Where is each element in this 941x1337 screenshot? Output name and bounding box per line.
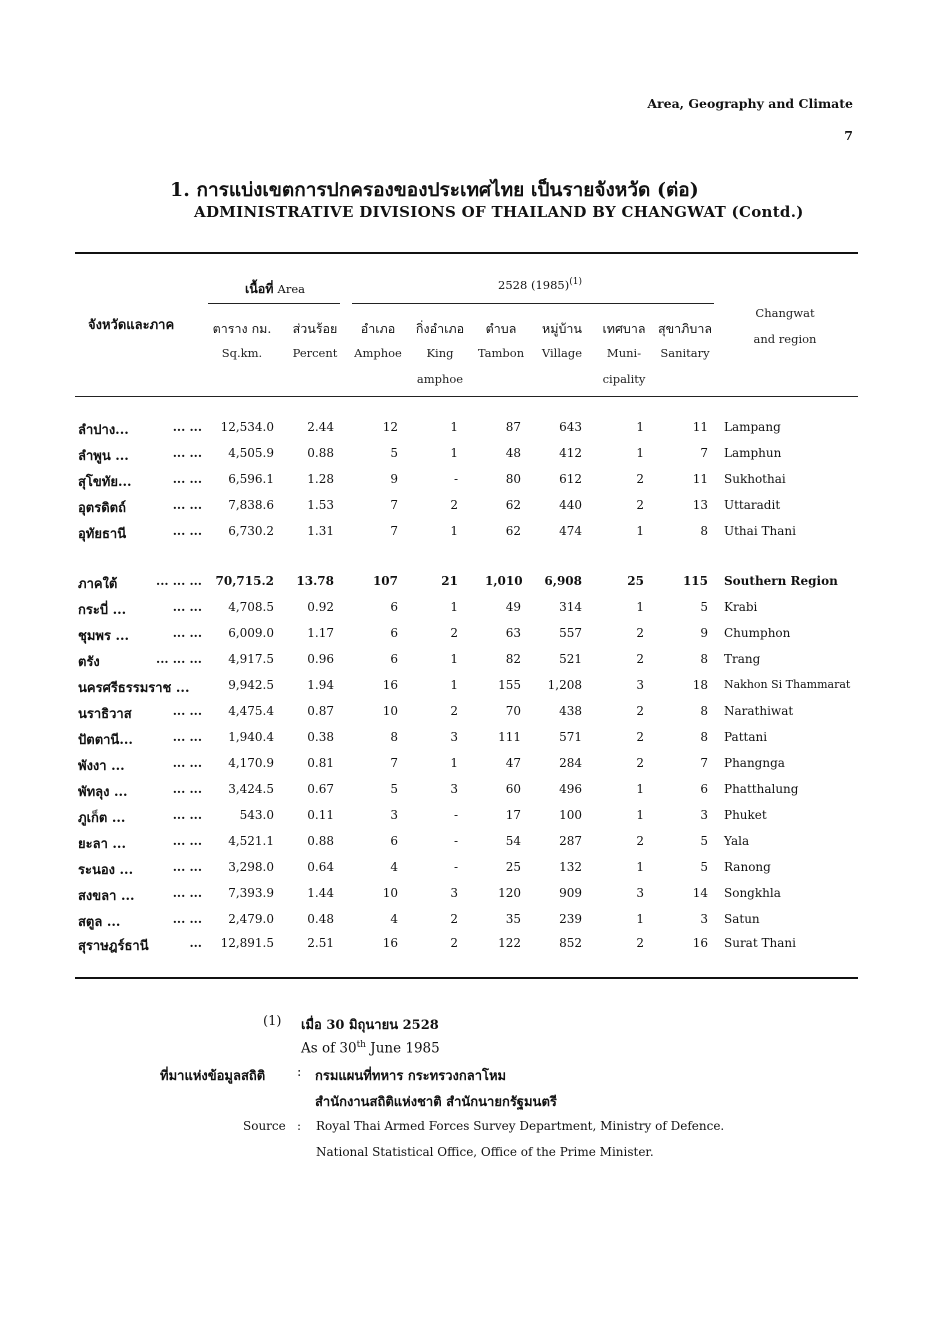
- cell-area: 543.0: [239, 808, 274, 822]
- cell-tambon: 82: [505, 652, 521, 666]
- cell-leader-dots: ... ...: [172, 782, 202, 796]
- header-area-group-english: Area: [277, 282, 306, 296]
- cell-tambon: 87: [505, 420, 521, 434]
- cell-leader-dots: ... ...: [172, 626, 202, 640]
- cell-tambon: 120: [498, 886, 521, 900]
- cell-sanitary: 115: [682, 574, 708, 588]
- cell-area: 9,942.5: [228, 678, 274, 692]
- cell-changwat-english: Nakhon Si Thammarat: [724, 678, 851, 691]
- header-municipality-thai: เทศบาล: [602, 321, 646, 336]
- header-municipality-english-2: cipality: [602, 372, 646, 386]
- cell-king: 1: [450, 600, 458, 614]
- cell-area: 6,596.1: [228, 472, 274, 486]
- cell-village: 314: [559, 600, 582, 614]
- cell-sanitary: 14: [692, 886, 708, 900]
- cell-king: -: [453, 472, 458, 486]
- header-tambon-thai: ตำบล: [485, 321, 517, 336]
- cell-changwat-thai: สุโขทัย...: [78, 475, 132, 490]
- footnote-marker: (1): [263, 1014, 282, 1029]
- cell-changwat-thai: ลำพูน ...: [78, 449, 129, 464]
- cell-sanitary: 16: [692, 936, 708, 950]
- cell-muni: 2: [636, 834, 644, 848]
- cell-muni: 2: [636, 936, 644, 950]
- cell-village: 643: [559, 420, 582, 434]
- cell-leader-dots: ... ... ...: [156, 652, 202, 666]
- cell-changwat-english: Uttaradit: [724, 498, 781, 512]
- cell-changwat-english: Lampang: [724, 420, 781, 434]
- footnote-english-sup: th: [356, 1040, 366, 1050]
- cell-muni: 2: [636, 704, 644, 718]
- cell-village: 474: [559, 524, 582, 538]
- page-number: 7: [844, 128, 853, 143]
- header-sqkm-english: Sq.km.: [221, 346, 263, 360]
- cell-changwat-english: Southern Region: [724, 574, 838, 588]
- cell-amphoe: 7: [390, 756, 398, 770]
- cell-changwat-english: Lamphun: [724, 446, 782, 460]
- cell-tambon: 25: [505, 860, 521, 874]
- cell-muni: 1: [636, 524, 644, 538]
- cell-sanitary: 7: [700, 756, 708, 770]
- cell-amphoe: 4: [390, 912, 398, 926]
- cell-village: 6,908: [544, 574, 582, 588]
- cell-changwat-english: Uthai Thani: [724, 524, 796, 538]
- cell-sanitary: 18: [692, 678, 708, 692]
- table-number: 1.: [170, 179, 190, 201]
- cell-king: 2: [450, 936, 458, 950]
- cell-king: 2: [450, 912, 458, 926]
- cell-pct: 0.87: [307, 704, 334, 718]
- cell-changwat-english: Trang: [724, 652, 761, 666]
- cell-changwat-thai: ภาคใต้: [78, 577, 118, 592]
- header-tambon-english: Tambon: [477, 346, 525, 360]
- cell-amphoe: 7: [390, 524, 398, 538]
- cell-king: 1: [450, 756, 458, 770]
- cell-changwat-thai: ปัตตานี...: [78, 733, 133, 748]
- cell-area: 70,715.2: [215, 574, 274, 588]
- cell-pct: 1.44: [307, 886, 334, 900]
- cell-amphoe: 5: [390, 782, 398, 796]
- cell-tambon: 60: [505, 782, 521, 796]
- table-title-english: ADMINISTRATIVE DIVISIONS OF THAILAND BY CHANGWAT (Contd.): [194, 203, 804, 221]
- cell-tambon: 49: [505, 600, 521, 614]
- cell-sanitary: 8: [700, 524, 708, 538]
- cell-muni: 1: [636, 782, 644, 796]
- cell-pct: 0.48: [307, 912, 334, 926]
- cell-leader-dots: ... ... ...: [156, 574, 202, 588]
- cell-pct: 0.88: [307, 834, 334, 848]
- cell-muni: 1: [636, 860, 644, 874]
- cell-leader-dots: ... ...: [172, 446, 202, 460]
- footnote-english-post: June 1985: [365, 1040, 440, 1057]
- cell-muni: 3: [636, 886, 644, 900]
- cell-tambon: 122: [498, 936, 521, 950]
- header-year-note: (1): [569, 277, 582, 287]
- cell-amphoe: 6: [390, 626, 398, 640]
- cell-sanitary: 8: [700, 704, 708, 718]
- cell-king: -: [453, 834, 458, 848]
- cell-king: 3: [450, 730, 458, 744]
- cell-changwat-thai: พังงา ...: [78, 759, 125, 774]
- cell-village: 571: [559, 730, 582, 744]
- cell-area: 7,838.6: [228, 498, 274, 512]
- cell-muni: 25: [627, 574, 644, 588]
- cell-king: 2: [450, 626, 458, 640]
- cell-area: 4,170.9: [228, 756, 274, 770]
- cell-area: 4,917.5: [228, 652, 274, 666]
- header-municipality-english-1: Muni-: [606, 346, 642, 360]
- cell-leader-dots: ... ...: [172, 704, 202, 718]
- cell-changwat-thai: สุราษฎร์ธานี: [78, 939, 149, 954]
- footnote-english-pre: As of 30: [301, 1040, 357, 1057]
- cell-amphoe: 107: [372, 574, 398, 588]
- cell-tambon: 111: [498, 730, 521, 744]
- cell-king: 1: [450, 420, 458, 434]
- cell-muni: 2: [636, 498, 644, 512]
- cell-area: 1,940.4: [228, 730, 274, 744]
- cell-king: 1: [450, 678, 458, 692]
- cell-amphoe: 10: [382, 704, 398, 718]
- cell-area: 7,393.9: [228, 886, 274, 900]
- cell-tambon: 70: [505, 704, 521, 718]
- cell-king: 2: [450, 704, 458, 718]
- cell-changwat-english: Phatthalung: [724, 782, 799, 796]
- cell-king: 3: [450, 782, 458, 796]
- cell-area: 3,298.0: [228, 860, 274, 874]
- cell-muni: 1: [636, 446, 644, 460]
- cell-village: 287: [559, 834, 582, 848]
- cell-area: 4,475.4: [228, 704, 274, 718]
- header-sanitary-english: Sanitary: [660, 346, 710, 360]
- cell-amphoe: 7: [390, 498, 398, 512]
- cell-changwat-thai: กระบี่ ...: [78, 603, 127, 618]
- cell-muni: 3: [636, 678, 644, 692]
- cell-amphoe: 6: [390, 834, 398, 848]
- cell-tambon: 35: [505, 912, 521, 926]
- source-thai-line-2: สำนักงานสถิติแห่งชาติ สำนักนายกรัฐมนตรี: [315, 1095, 557, 1110]
- cell-changwat-english: Satun: [724, 912, 760, 926]
- footnote-thai: เมื่อ 30 มิถุนายน 2528: [301, 1018, 439, 1033]
- cell-muni: 2: [636, 652, 644, 666]
- header-sqkm-thai: ตาราง กม.: [212, 321, 272, 336]
- header-year-group-text: 2528 (1985): [498, 277, 570, 292]
- cell-area: 6,730.2: [228, 524, 274, 538]
- cell-village: 440: [559, 498, 582, 512]
- header-bottom-rule: [75, 396, 858, 397]
- cell-king: 21: [441, 574, 458, 588]
- cell-leader-dots: ... ...: [172, 860, 202, 874]
- cell-amphoe: 6: [390, 652, 398, 666]
- source-label-english: Source: [243, 1119, 286, 1133]
- header-king-amphoe-thai: กิ่งอำเภอ: [415, 321, 465, 336]
- cell-sanitary: 3: [700, 912, 708, 926]
- cell-pct: 1.53: [307, 498, 334, 512]
- cell-king: 3: [450, 886, 458, 900]
- header-king-amphoe-english-2: amphoe: [416, 372, 464, 386]
- table-top-rule: [75, 252, 858, 254]
- header-changwat-english-2: and region: [753, 332, 817, 346]
- cell-leader-dots: ... ...: [172, 886, 202, 900]
- cell-leader-dots: ... ...: [172, 730, 202, 744]
- cell-leader-dots: ... ...: [172, 912, 202, 926]
- cell-pct: 13.78: [296, 574, 334, 588]
- cell-leader-dots: ... ...: [172, 756, 202, 770]
- source-colon-thai: :: [297, 1065, 302, 1080]
- cell-amphoe: 4: [390, 860, 398, 874]
- cell-amphoe: 10: [382, 886, 398, 900]
- cell-amphoe: 16: [382, 936, 398, 950]
- cell-area: 3,424.5: [228, 782, 274, 796]
- cell-tambon: 155: [498, 678, 521, 692]
- cell-leader-dots: ...: [189, 936, 202, 950]
- cell-leader-dots: ... ...: [172, 420, 202, 434]
- cell-muni: 1: [636, 420, 644, 434]
- cell-pct: 0.81: [307, 756, 334, 770]
- source-english-line-2: National Statistical Office, Office of the Prime Minister.: [316, 1145, 654, 1159]
- cell-village: 239: [559, 912, 582, 926]
- cell-changwat-thai: สตูล ...: [78, 915, 121, 930]
- cell-muni: 2: [636, 626, 644, 640]
- cell-changwat-english: Surat Thani: [724, 936, 796, 950]
- cell-amphoe: 5: [390, 446, 398, 460]
- cell-changwat-thai: อุตรดิตถ์: [78, 501, 126, 516]
- header-changwat-thai: จังหวัดและภาค: [88, 318, 175, 333]
- cell-king: 1: [450, 446, 458, 460]
- cell-sanitary: 5: [700, 834, 708, 848]
- header-percent-english: Percent: [292, 346, 338, 360]
- cell-amphoe: 16: [382, 678, 398, 692]
- cell-muni: 1: [636, 600, 644, 614]
- cell-tambon: 47: [505, 756, 521, 770]
- cell-leader-dots: ... ...: [172, 524, 202, 538]
- cell-tambon: 63: [505, 626, 521, 640]
- header-sanitary-thai: สุขาภิบาล: [657, 321, 713, 336]
- cell-changwat-thai: ตรัง: [78, 655, 100, 670]
- cell-changwat-english: Phuket: [724, 808, 767, 822]
- cell-changwat-english: Sukhothai: [724, 472, 786, 486]
- table-title-thai-text: การแบ่งเขตการปกครองของประเทศไทย เป็นรายจังหวัด (ต่อ): [196, 179, 699, 201]
- cell-village: 1,208: [547, 678, 582, 692]
- cell-tambon: 54: [505, 834, 521, 848]
- header-village-thai: หมู่บ้าน: [542, 321, 582, 336]
- header-percent-thai: ส่วนร้อย: [292, 321, 338, 336]
- cell-pct: 1.17: [307, 626, 334, 640]
- cell-pct: 1.28: [307, 472, 334, 486]
- cell-changwat-english: Ranong: [724, 860, 771, 874]
- cell-changwat-thai: นครศรีธรรมราช ...: [78, 681, 190, 696]
- cell-changwat-thai: ยะลา ...: [78, 837, 126, 852]
- cell-sanitary: 5: [700, 600, 708, 614]
- cell-amphoe: 8: [390, 730, 398, 744]
- area-group-rule: [208, 303, 340, 304]
- cell-sanitary: 9: [700, 626, 708, 640]
- cell-leader-dots: ... ...: [172, 498, 202, 512]
- cell-changwat-thai: สงขลา ...: [78, 889, 135, 904]
- running-head: Area, Geography and Climate: [647, 96, 853, 111]
- cell-changwat-english: Krabi: [724, 600, 758, 614]
- cell-changwat-thai: ลำปาง...: [78, 423, 129, 438]
- cell-village: 284: [559, 756, 582, 770]
- header-amphoe-thai: อำเภอ: [360, 321, 396, 336]
- cell-area: 4,521.1: [228, 834, 274, 848]
- cell-king: -: [453, 808, 458, 822]
- cell-changwat-thai: พัทลุง ...: [78, 785, 128, 800]
- cell-village: 612: [559, 472, 582, 486]
- cell-pct: 1.94: [307, 678, 334, 692]
- cell-muni: 2: [636, 730, 644, 744]
- cell-pct: 1.31: [307, 524, 334, 538]
- cell-changwat-english: Pattani: [724, 730, 768, 744]
- source-label-thai: ที่มาแห่งข้อมูลสถิติ: [160, 1069, 266, 1084]
- cell-sanitary: 13: [692, 498, 708, 512]
- cell-area: 6,009.0: [228, 626, 274, 640]
- cell-king: 1: [450, 652, 458, 666]
- cell-changwat-thai: อุทัยธานี: [78, 527, 127, 542]
- cell-muni: 1: [636, 808, 644, 822]
- cell-village: 852: [559, 936, 582, 950]
- cell-village: 412: [559, 446, 582, 460]
- cell-tambon: 1,010: [485, 574, 523, 588]
- cell-amphoe: 12: [382, 420, 398, 434]
- cell-leader-dots: ... ...: [172, 472, 202, 486]
- cell-pct: 0.64: [307, 860, 334, 874]
- cell-leader-dots: ... ...: [172, 600, 202, 614]
- header-area-group: [215, 279, 335, 299]
- cell-village: 100: [559, 808, 582, 822]
- cell-area: 4,505.9: [228, 446, 274, 460]
- footnote-english: [301, 1040, 440, 1057]
- cell-village: 496: [559, 782, 582, 796]
- cell-sanitary: 11: [692, 472, 708, 486]
- cell-king: 1: [450, 524, 458, 538]
- cell-sanitary: 3: [700, 808, 708, 822]
- cell-amphoe: 9: [390, 472, 398, 486]
- cell-changwat-english: Yala: [724, 834, 750, 848]
- cell-king: -: [453, 860, 458, 874]
- cell-muni: 2: [636, 756, 644, 770]
- header-changwat-english-1: Changwat: [755, 306, 815, 320]
- cell-changwat-english: Narathiwat: [724, 704, 794, 718]
- cell-muni: 1: [636, 912, 644, 926]
- cell-leader-dots: ... ...: [172, 834, 202, 848]
- cell-sanitary: 7: [700, 446, 708, 460]
- cell-sanitary: 5: [700, 860, 708, 874]
- cell-sanitary: 8: [700, 730, 708, 744]
- header-amphoe-english: Amphoe: [354, 346, 402, 360]
- header-area-group-thai: เนื้อที่: [244, 281, 274, 296]
- cell-sanitary: 6: [700, 782, 708, 796]
- cell-tambon: 62: [505, 524, 521, 538]
- cell-muni: 2: [636, 472, 644, 486]
- source-colon-english: :: [297, 1119, 302, 1133]
- year-group-rule: [352, 303, 714, 304]
- cell-changwat-english: Phangnga: [724, 756, 785, 770]
- table-bottom-rule: [75, 977, 858, 979]
- cell-area: 12,534.0: [220, 420, 274, 434]
- cell-changwat-english: Chumphon: [724, 626, 791, 640]
- cell-sanitary: 11: [692, 420, 708, 434]
- cell-area: 12,891.5: [220, 936, 274, 950]
- cell-changwat-thai: ภูเก็ต ...: [78, 811, 126, 826]
- cell-pct: 2.51: [307, 936, 334, 950]
- header-king-amphoe-english-1: King: [426, 346, 454, 360]
- cell-pct: 0.96: [307, 652, 334, 666]
- cell-area: 4,708.5: [228, 600, 274, 614]
- header-year-group: [440, 277, 640, 292]
- cell-village: 438: [559, 704, 582, 718]
- cell-village: 132: [559, 860, 582, 874]
- cell-changwat-thai: นราธิวาส: [78, 707, 132, 722]
- cell-sanitary: 8: [700, 652, 708, 666]
- cell-changwat-english: Songkhla: [724, 886, 781, 900]
- cell-pct: 2.44: [307, 420, 334, 434]
- cell-amphoe: 6: [390, 600, 398, 614]
- header-village-english: Village: [541, 346, 583, 360]
- cell-leader-dots: ... ...: [172, 808, 202, 822]
- cell-tambon: 17: [505, 808, 521, 822]
- cell-village: 521: [559, 652, 582, 666]
- cell-king: 2: [450, 498, 458, 512]
- cell-village: 909: [559, 886, 582, 900]
- cell-tambon: 62: [505, 498, 521, 512]
- cell-pct: 0.88: [307, 446, 334, 460]
- cell-pct: 0.11: [307, 808, 334, 822]
- cell-village: 557: [559, 626, 582, 640]
- cell-pct: 0.38: [307, 730, 334, 744]
- cell-changwat-thai: ระนอง ...: [78, 863, 134, 878]
- source-thai-line-1: กรมแผนที่ทหาร กระทรวงกลาโหม: [315, 1069, 507, 1084]
- cell-amphoe: 3: [390, 808, 398, 822]
- table-title-thai: [170, 175, 699, 205]
- cell-pct: 0.92: [307, 600, 334, 614]
- cell-pct: 0.67: [307, 782, 334, 796]
- cell-tambon: 80: [505, 472, 521, 486]
- cell-changwat-thai: ชุมพร ...: [78, 629, 130, 644]
- cell-area: 2,479.0: [228, 912, 274, 926]
- source-english-line-1: Royal Thai Armed Forces Survey Department, Ministry of Defence.: [316, 1119, 725, 1133]
- cell-tambon: 48: [505, 446, 521, 460]
